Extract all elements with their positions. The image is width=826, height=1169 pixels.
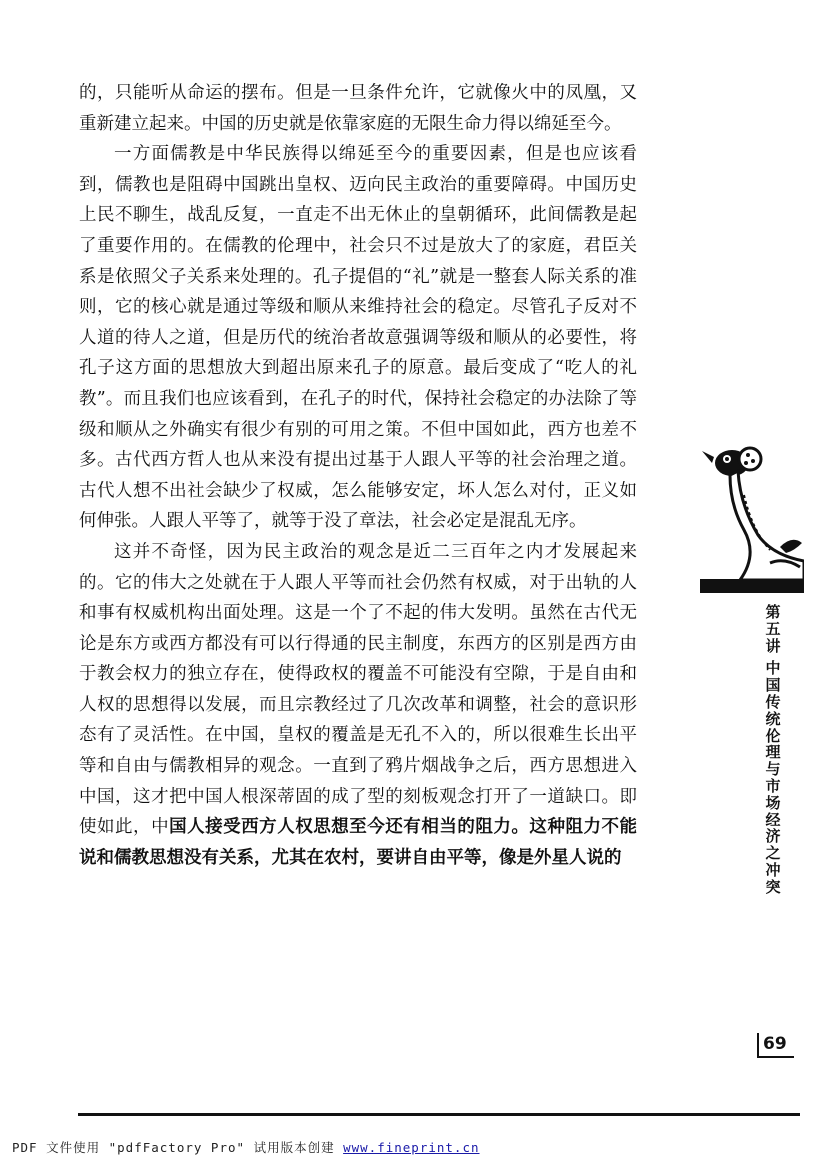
bird-ornament-icon (700, 435, 804, 585)
chapter-label: 第五讲 (765, 603, 781, 655)
footer-text: PDF 文件使用 "pdfFactory Pro" 试用版本创建 (12, 1140, 344, 1155)
page-number: 69 (763, 1034, 787, 1054)
chapter-title: 中国传统伦理与市场经济之冲突 (765, 659, 781, 896)
footer-link[interactable]: www.fineprint.cn (343, 1140, 480, 1155)
pdf-footer (12, 1138, 480, 1156)
paragraph-3-bold-tail: 国人接受西方人权思想至今还有相当的阻力。这种阻力不能说和儒教思想没有关系，尤其在农村，要讲自由平等，像是外星人说的 (79, 817, 638, 868)
body-text (79, 78, 637, 873)
paragraph-3 (79, 537, 637, 874)
side-decorative-bar (700, 579, 804, 593)
paragraph-3-text: 这并不奇怪，因为民主政治的观念是近二三百年之内才发展起来的。它的伟大之处就在于人跟人平等而社会仍然有权威，对于出轨的人和事有权威机构出面处理。这是一个了不起的伟大发明。虽然在古代无论是东方或西方都没有可以行得通的民主制度，东西方的区别是西方由于教会权力的独立存在，使得政权的覆盖不可能没有空隙，于是自由和人权的思想得以发展，而且宗教经过了几次改革和调整，社会的意识形态有了灵活性。在中国，皇权的覆盖是无孔不入的，所以很难生长出平等和自由与儒教相异的观念。一直到了鸦片烟战争之后，西方思想进入中国，这才把中国人根深蒂固的成了型的刻板观念打开了一道缺口。即使如此，中 (79, 541, 637, 838)
running-title (762, 604, 784, 896)
footer-divider (78, 1113, 800, 1116)
paragraph-2: 一方面儒教是中华民族得以绵延至今的重要因素，但是也应该看到，儒教也是阻碍中国跳出皇权、迈向民主政治的重要障碍。中国历史上民不聊生，战乱反复，一直走不出无休止的皇朝循环，此间儒教是起了重要作用的。在儒教的伦理中，社会只不过是放大了的家庭，君臣关系是依照父子关系来处理的。孔子提倡的“礼”就是一整套人际关系的准则，它的核心就是通过等级和顺从来维持社会的稳定。尽管孔子反对不人道的待人之道，但是历代的统治者故意强调等级和顺从的必要性，将孔子这方面的思想放大到超出原来孔子的原意。最后变成了“吃人的礼教”。而且我们也应该看到，在孔子的时代，保持社会稳定的办法除了等级和顺从之外确实有很少有别的可用之策。不但中国如此，西方也差不多。古代西方哲人也从来没有提出过基于人跟人平等的社会治理之道。古代人想不出社会缺少了权威，怎么能够安定，坏人怎么对付，正义如何伸张。人跟人平等了，就等于没了章法，社会必定是混乱无序。 (79, 144, 637, 532)
paragraph-1: 的，只能听从命运的摆布。但是一旦条件允许，它就像火中的凤凰，又重新建立起来。中国的历史就是依靠家庭的无限生命力得以绵延至今。 (79, 83, 637, 134)
